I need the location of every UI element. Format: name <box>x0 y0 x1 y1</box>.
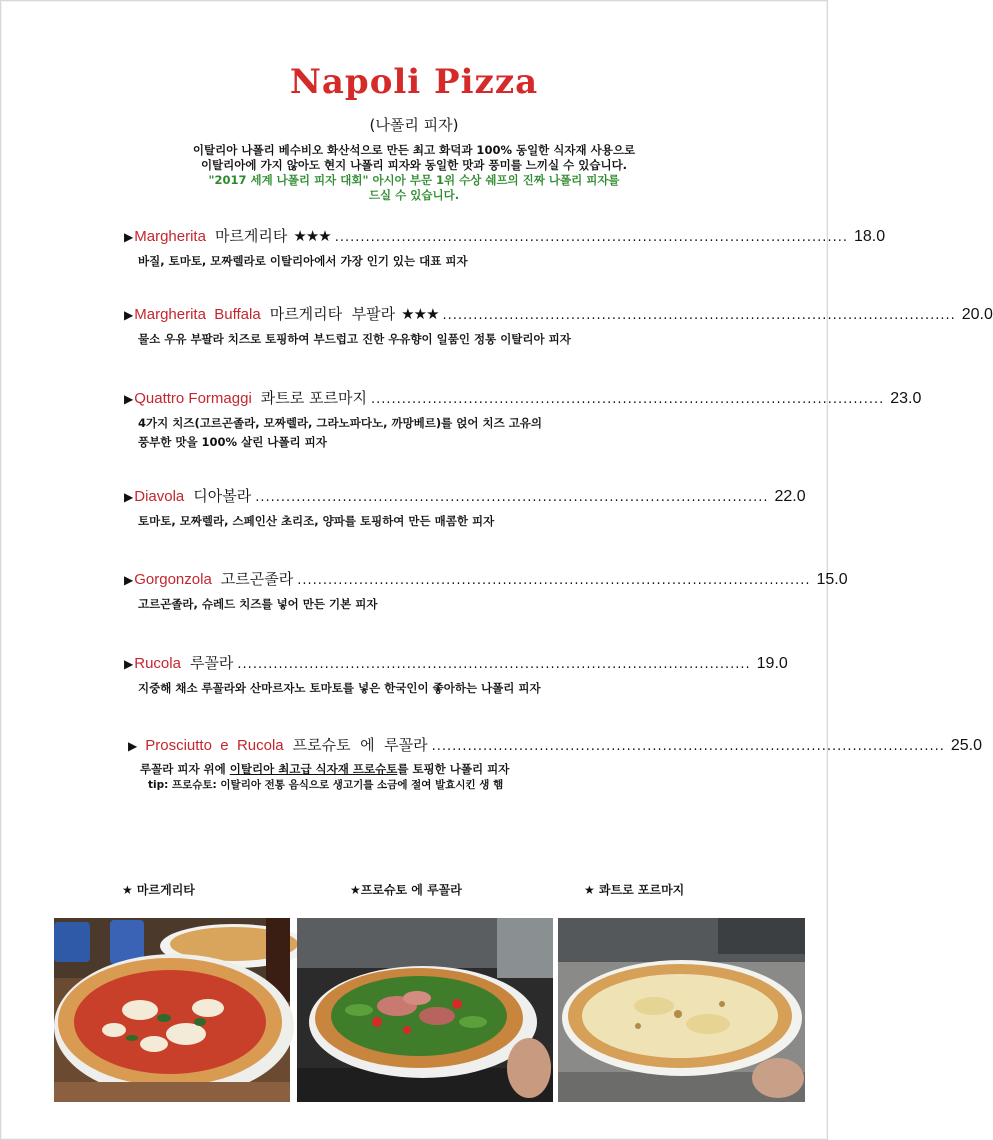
quattro-formaggi-photo <box>558 918 805 1102</box>
leader-dots: .................................................................................................... <box>297 573 811 588</box>
menu-item-rucola <box>124 653 788 698</box>
item-description-highlight: 이탈리아 최고급 식자재 프로슈토 <box>229 762 398 776</box>
bullet-arrow-icon: ▶ <box>124 573 134 587</box>
page-title: Napoli Pizza <box>289 62 539 102</box>
item-price: 20.0 <box>961 306 993 323</box>
menu-item-gorgonzola <box>124 569 848 614</box>
item-name-en: Gorgonzola <box>134 571 212 588</box>
leader-dots: .................................................................................................... <box>237 657 751 672</box>
item-name-ko: 프로슈토 에 루꼴라 <box>292 736 428 754</box>
item-name-ko: 고르곤졸라 <box>220 570 294 588</box>
intro-line-2: 이탈리아에 가지 않아도 현지 나폴리 피자와 동일한 맛과 풍미를 느끼실 수 있습니다. <box>200 158 628 172</box>
bullet-arrow-icon: ▶ <box>124 230 134 244</box>
bullet-arrow-icon: ▶ <box>124 490 134 504</box>
gallery-caption-quattro: ★ 콰트로 포르마지 <box>584 883 685 897</box>
item-name-ko: 마르게리타 부팔라 <box>269 305 396 323</box>
intro-text <box>60 143 768 203</box>
item-description: 지중해 채소 루꼴라와 산마르자노 토마토를 넣은 한국인이 좋아하는 나폴리 피자 <box>138 681 541 695</box>
item-name-en: Prosciutto e Rucola <box>145 737 284 754</box>
item-description: 고르곤졸라, 슈레드 치즈를 넣어 만든 기본 피자 <box>138 597 378 611</box>
item-price: 19.0 <box>756 655 788 672</box>
item-description-line-1: 4가지 치즈(고르곤졸라, 모짜렐라, 그라노파다노, 까망베르)를 얹어 치즈 고유의 <box>138 416 543 430</box>
page-subtitle: (나폴리 피자) <box>369 116 459 134</box>
item-stars: ★★★ <box>401 305 439 323</box>
bullet-arrow-icon: ▶ <box>124 308 134 322</box>
item-description: 물소 우유 부팔라 치즈로 토핑하여 부드럽고 진한 우유향이 일품인 정통 이탈리아 피자 <box>138 332 571 346</box>
leader-dots: .................................................................................................... <box>431 739 945 754</box>
item-description-line-2: 풍부한 맛을 100% 살린 나폴리 피자 <box>138 435 327 449</box>
bullet-arrow-icon: ▶ <box>124 657 134 671</box>
item-description: 바질, 토마토, 모짜렐라로 이탈리아에서 가장 인기 있는 대표 피자 <box>138 254 468 268</box>
item-name-en: Margherita Buffala <box>134 306 261 323</box>
item-name-ko: 콰트로 포르마지 <box>260 389 367 407</box>
intro-line-1: 이탈리아 나폴리 베수비오 화산석으로 만든 최고 화덕과 100% 동일한 식자재 사용으로 <box>192 143 636 157</box>
item-description-part-3: 를 토핑한 나폴리 피자 <box>397 762 510 776</box>
intro-award-line-1: "2017 세계 나폴리 피자 대회" 아시아 부문 1위 수상 쉐프의 진짜 나폴리 피자를 <box>208 173 620 187</box>
gallery-caption-prosciutto: ★프로슈토 에 루꼴라 <box>350 883 462 897</box>
leader-dots: .................................................................................................... <box>255 490 769 505</box>
item-price: 23.0 <box>890 390 922 407</box>
menu-item-quattro-formaggi <box>124 388 922 452</box>
margherita-photo <box>54 918 290 1102</box>
menu-item-margherita <box>124 226 886 271</box>
item-name-ko: 디아볼라 <box>193 487 252 505</box>
item-name-ko: 루꼴라 <box>189 654 234 672</box>
item-description: 토마토, 모짜렐라, 스페인산 초리조, 양파를 토핑하여 만든 매콤한 피자 <box>138 514 495 528</box>
menu-item-diavola <box>124 486 806 531</box>
bullet-arrow-icon: ▶ <box>124 392 134 406</box>
item-description <box>138 414 712 452</box>
item-price: 25.0 <box>950 737 983 754</box>
item-name-en: Rucola <box>134 655 181 672</box>
menu-item-prosciutto-e-rucola <box>128 735 983 792</box>
item-name-en: Margherita <box>134 228 206 245</box>
leader-dots: .................................................................................................... <box>370 392 885 407</box>
item-description-part-1: 루꼴라 피자 위에 <box>140 762 230 776</box>
leader-dots: .................................................................................................... <box>442 308 956 323</box>
item-stars: ★★★ <box>293 227 331 245</box>
gallery-caption-margherita: ★ 마르게리타 <box>122 883 195 897</box>
intro-award-line-2: 드실 수 있습니다. <box>368 188 460 202</box>
prosciutto-photo <box>297 918 553 1102</box>
bullet-arrow-icon: ▶ <box>128 739 138 753</box>
item-price: 15.0 <box>816 571 848 588</box>
item-tip: tip: 프로슈토: 이탈리아 전통 음식으로 생고기를 소금에 절여 발효시킨 생 햄 <box>148 779 504 791</box>
item-price: 18.0 <box>853 228 886 245</box>
item-price: 22.0 <box>774 488 806 505</box>
item-description <box>140 761 712 792</box>
menu-item-margherita-buffala <box>124 304 993 349</box>
item-name-en: Quattro Formaggi <box>134 390 252 407</box>
leader-dots: .................................................................................................... <box>334 230 848 245</box>
item-name-ko: 마르게리타 <box>214 227 288 245</box>
item-name-en: Diavola <box>134 488 185 505</box>
